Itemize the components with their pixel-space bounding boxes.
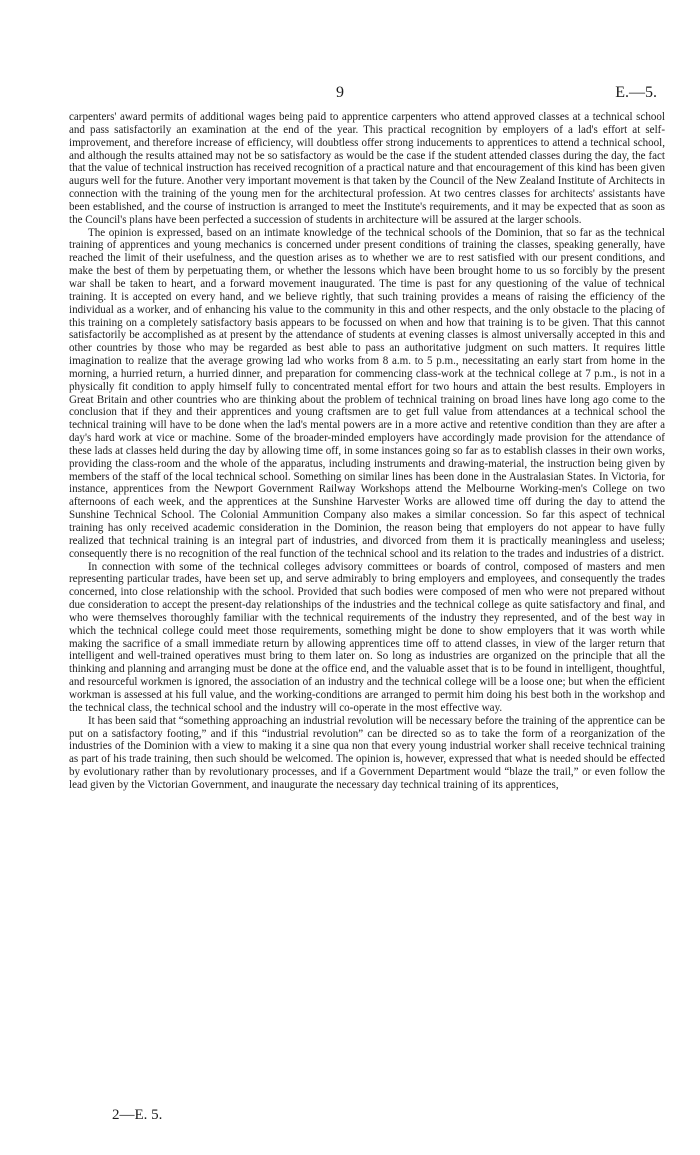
paragraph-3: In connection with some of the technical colleges advisory committees or boards of control, composed of masters and men representing particular trades, have been set up, and serve admirably to bring employers and employees, and consequently the trades concerned, into close relationship with the school. Provided that such bodies were composed of men who were not prepared without due consideration to accept the present-day relationships of the industries and the technical college as quite satisfactory and final, and who were themselves thoroughly familiar with the technical requirements of the industry they represented, and of the best way in which the technical college could meet those requirements, something might be done to show employers that it was worth while making the sacrifice of a small immediate return by allowing apprentices time off to attend classes, in view of the larger return that intelligent and well-trained operatives must bring to them later on. So long as industries are organized on the principle that all the thinking and planning and arranging must be done at the office end, and the valuable asset that is to be found in intelligent, thoughtful, and resourceful workmen is ignored, the association of an industry and the technical college will be a loose one; but when the efficient workman is assessed at his full value, and the working-conditions are arranged to permit him doing his best both in the workshop and the technical class, the technical school and the industry will co-operate in the most effective way.	[69, 560, 665, 714]
document-code: E.—5.	[615, 84, 657, 101]
paragraph-1: carpenters' award permits of additional wages being paid to apprentice carpenters who attend approved classes at a technical school and pass satisfactorily an examination at the end of the year. This practical recognition by employers of a lad's effort at self-improvement, and therefore increase of efficiency, will doubtless offer strong inducements to apprentices to attend a technical school, and although the results attained may not be so satisfactory as would be the case if the student attended classes during the day, the fact that the value of technical instruction has received recognition of a practical nature and that encouragement of this kind has been given augurs well for the future. Another very important movement is that taken by the Council of the New Zealand Institute of Architects in connection with the training of the young men for the architectural profession. At two centres classes for architects' assistants have been established, and the course of instruction is arranged to meet the Institute's requirements, and it may be expected that as soon as the Council's plans have been perfected a succession of students in architecture will be assured at the larger schools.	[69, 111, 665, 226]
body-text	[69, 111, 665, 792]
paragraph-4: It has been said that “something approaching an industrial revolution will be necessary before the training of the apprentice can be put on a satisfactory footing,” and if this “industrial revolution” can be directed so as to take the form of a reorganization of the industries of the Dominion with a view to making it a sine qua non that every young industrial worker shall receive technical training as part of his trade training, then such should be welcomed. The opinion is, however, expressed that what is needed should be effected by evolutionary rather than by revolutionary processes, and if a Government Department would “blaze the trail,” or even follow the lead given by the Victorian Government, and inaugurate the necessary day technical training of its apprentices,	[69, 714, 665, 791]
paragraph-2: The opinion is expressed, based on an intimate knowledge of the technical schools of the Dominion, that so far as the technical training of apprentices and young mechanics is concerned under present conditions of training the classes, speaking generally, have reached the limit of their usefulness, and the question arises as to whether we are to rest satisfied with our present conditions, and make the best of them by perpetuating them, or whether the lessons which have been brought home to us so forcibly by the present war shall be taken to heart, and a forward movement inaugurated. The time is past for any questioning of the value of technical training. It is accepted on every hand, and we believe rightly, that such training provides a means of raising the efficiency of the individual as a worker, and of enhancing his value to the community in this and other respects, and the only obstacle to the placing of this training on a completely satisfactory basis appears to be focussed on when and how that training is to be given. That this cannot satisfactorily be accomplished as at present by the attendance of students at evening classes is almost universally accepted in this and other countries by those who may be regarded as best able to pass an authoritative judgment on such matters. It requires little imagination to realize that the average growing lad who works from 8 a.m. to 5 p.m., necessitating an early start from home in the morning, a hurried return, a hurried dinner, and preparation for commencing class-work at the technical college at 7 p.m., is not in a physically fit condition to apply himself fully to concentrated mental effort for two hours and attain the best results. Employers in Great Britain and other countries who are thinking about the problem of technical training on broad lines have long ago come to the conclusion that if they and their apprentices and young craftsmen are to get full value from attendances at a technical school the technical training will have to be done when the lad's mental powers are in a more active and retentive condition than they are after a day's hard work at vice or machine. Some of the broader-minded employers have accordingly made provision for the attendance of these lads at classes held during the day by allowing time off, in some instances going so far as to establish classes in their own works, providing the class-room and the whole of the apparatus, including instruments and drawing-material, the instruction being given by members of the staff of the local technical school. Something on similar lines has been done in the Australasian States. In Victoria, for instance, apprentices from the Newport Government Railway Workshops attend the Melbourne Working-men's College on two afternoons of each week, and the apprentices at the Sunshine Harvester Works are allowed time off during the day to attend the Sunshine Technical School. The Colonial Ammunition Company also makes a similar concession. So far this aspect of technical training has only received academic consideration in the Dominion, the reason being that employers do not appear to have fully realized that technical training is an integral part of industries, and divorced from them it is practically meaningless and useless; consequently there is no recognition of the real function of the technical school and its relation to the trades and industries of a district.	[69, 226, 665, 560]
page-number: 9	[336, 84, 344, 101]
sheet-signature: 2—E. 5.	[112, 1107, 163, 1123]
